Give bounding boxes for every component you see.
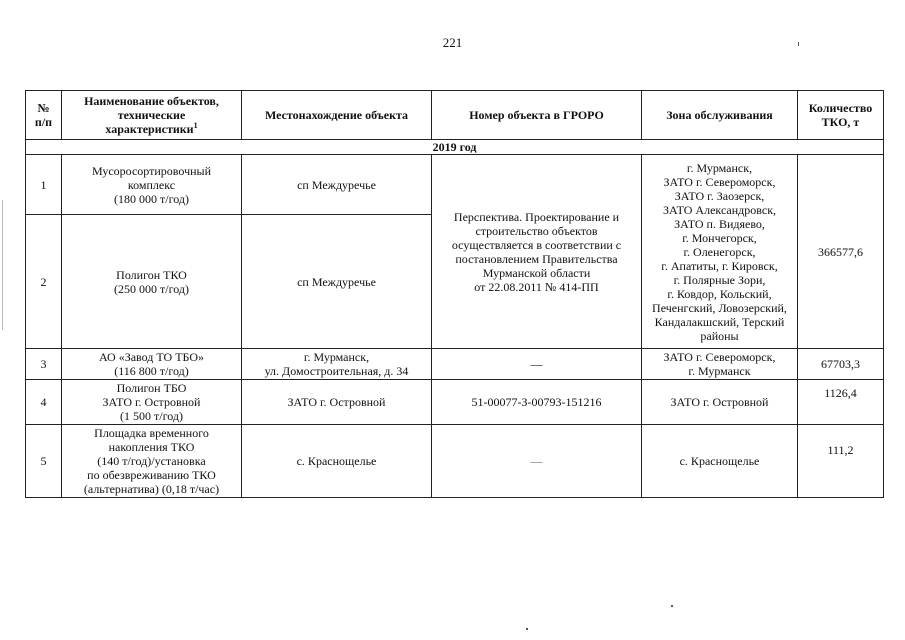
cell-line: ЗАТО Александровск,	[662, 202, 777, 217]
cell-line: (альтернатива) (0,18 т/час)	[83, 482, 220, 496]
header-line	[65, 122, 238, 136]
header-line: ТКО, т	[821, 115, 860, 129]
cell-groro: 51-00077-З-00793-151216	[432, 380, 642, 425]
cell-line: ЗАТО п. Видяево,	[674, 216, 765, 231]
cell-zone: ЗАТО г. Островной	[642, 380, 798, 425]
cell-num: 5	[26, 425, 62, 498]
cell-line: Мурманской области	[482, 265, 591, 280]
header-name	[62, 91, 242, 140]
cell-zone	[642, 349, 798, 380]
cell-location: сп Междуречье	[242, 215, 432, 349]
table-row	[26, 155, 884, 215]
cell-location: ЗАТО г. Островной	[242, 380, 432, 425]
scan-speck	[671, 605, 673, 607]
cell-line: АО «Завод ТО ТБО»	[98, 350, 205, 364]
cell-num: 1	[26, 155, 62, 215]
header-line: технические	[117, 108, 186, 122]
cell-num: 2	[26, 215, 62, 349]
header-zone: Зона обслуживания	[642, 91, 798, 140]
cell-line: Полигон ТБО	[116, 381, 187, 395]
cell-quantity: 111,2	[798, 425, 884, 498]
cell-line: ЗАТО г. Заозерск,	[674, 188, 765, 203]
cell-line: г. Мурманск,	[303, 350, 370, 364]
header-num	[26, 91, 62, 140]
footnote-marker: 1	[193, 121, 198, 130]
cell-line: г. Мончегорск,	[682, 230, 757, 245]
cell-line: ЗАТО г. Североморск,	[663, 350, 776, 364]
cell-line: Кандалакшский, Терский	[654, 314, 785, 329]
header-line: №	[37, 101, 50, 115]
cell-quantity: 67703,3	[798, 349, 884, 380]
cell-line: г. Апатиты, г. Кировск,	[661, 258, 778, 273]
cell-line: г. Полярные Зори,	[673, 272, 766, 287]
cell-location: с. Краснощелье	[242, 425, 432, 498]
scan-speck	[798, 42, 799, 46]
cell-line: (140 т/год)/установка	[97, 454, 206, 468]
waste-objects-table	[25, 90, 884, 498]
cell-line: г. Ковдор, Кольский,	[667, 286, 772, 301]
cell-line: от 22.08.2011 № 414-ПП	[474, 279, 599, 294]
cell-line: г. Оленегорск,	[683, 244, 756, 259]
cell-zone: с. Краснощелье	[642, 425, 798, 498]
page-number: 221	[442, 35, 463, 50]
cell-location	[242, 349, 432, 380]
cell-line: ЗАТО г. Островной	[102, 395, 201, 409]
cell-line: осуществляется в соответствии с	[451, 237, 622, 252]
cell-line: Площадка временного	[94, 426, 209, 440]
cell-quantity-shared: 366577,6	[798, 155, 884, 349]
header-line: п/п	[34, 115, 53, 129]
cell-line: Печенгский, Ловозерский,	[652, 300, 787, 315]
cell-zone-shared	[642, 155, 798, 349]
cell-line: г. Мурманск,	[686, 160, 753, 175]
cell-line: (250 000 т/год)	[114, 281, 189, 296]
cell-quantity: 1126,4	[798, 380, 884, 425]
year-row	[26, 140, 884, 155]
cell-groro: —	[432, 349, 642, 380]
cell-line: ул. Домостроительная, д. 34	[264, 364, 409, 378]
year-label: 2019 год	[26, 140, 884, 155]
cell-location: сп Междуречье	[242, 155, 432, 215]
cell-name	[62, 425, 242, 498]
cell-line: г. Мурманск	[688, 364, 751, 378]
table-row	[26, 380, 884, 425]
header-groro: Номер объекта в ГРОРО	[432, 91, 642, 140]
cell-line: Мусоросортировочный	[91, 163, 212, 178]
cell-line: накопления ТКО	[108, 440, 195, 454]
header-line-text: характеристики	[105, 122, 194, 136]
header-quantity	[798, 91, 884, 140]
header-line: Количество	[808, 101, 873, 115]
cell-line: постановлением Правительства	[455, 251, 618, 266]
cell-line: по обезвреживанию ТКО	[87, 468, 216, 482]
header-row	[26, 91, 884, 140]
cell-line: Полигон ТКО	[116, 267, 187, 282]
cell-num: 3	[26, 349, 62, 380]
header-location: Местонахождение объекта	[242, 91, 432, 140]
cell-name	[62, 380, 242, 425]
cell-line: (116 800 т/год)	[114, 364, 189, 378]
scan-speck	[526, 628, 528, 630]
header-line: Наименование объектов,	[84, 94, 219, 108]
cell-line: (180 000 т/год)	[114, 191, 189, 206]
cell-num: 4	[26, 380, 62, 425]
table-row	[26, 425, 884, 498]
cell-line: (1 500 т/год)	[120, 409, 183, 423]
cell-name	[62, 155, 242, 215]
table-row	[26, 349, 884, 380]
cell-groro: —	[432, 425, 642, 498]
cell-line: Перспектива. Проектирование и	[453, 209, 620, 224]
cell-groro-shared	[432, 155, 642, 349]
cell-name	[62, 349, 242, 380]
scan-speck	[2, 200, 3, 330]
cell-line: районы	[700, 328, 739, 343]
cell-line: комплекс	[127, 177, 176, 192]
cell-name	[62, 215, 242, 349]
cell-line: ЗАТО г. Североморск,	[663, 174, 776, 189]
cell-line: строительство объектов	[475, 223, 598, 238]
